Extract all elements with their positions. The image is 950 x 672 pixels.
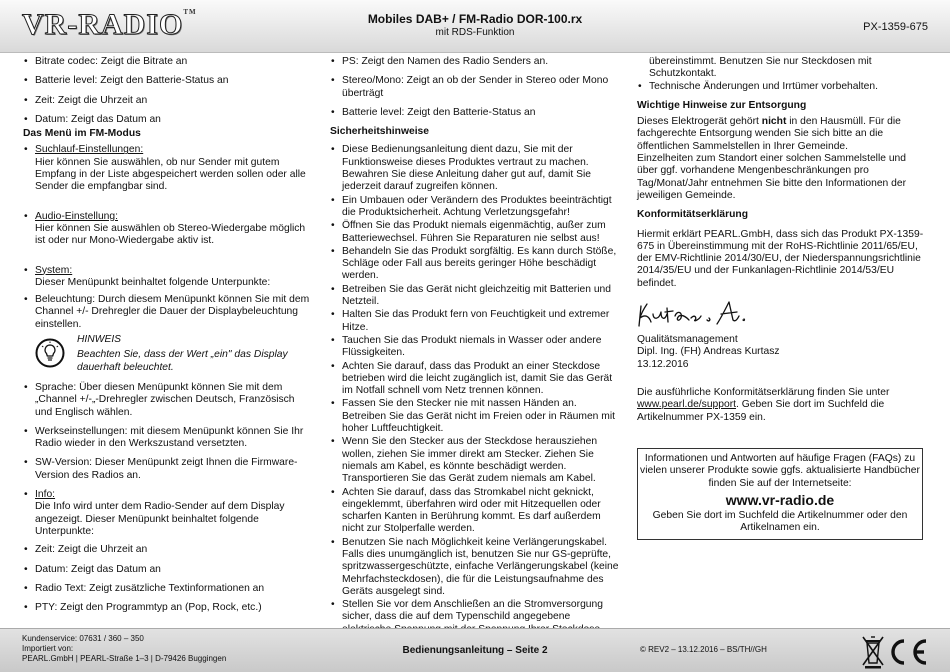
disposal-text-2: Einzelheiten zum Standort einer solchen Sammelstelle und über ggf. vorhandene Mengenbeschränkungen pro Tag/Monat/Jahr entnehmen Sie bitte den Informationen der jeweiligen Gemeinde. [637, 153, 907, 201]
list-item: • Öffnen Sie das Produkt niemals eigenmächtig, außer zum Batteriewechsel. Führen Sie Reparaturen nie selbst aus! [330, 220, 622, 245]
column-3 [637, 56, 929, 430]
list-item: • Fassen Sie den Stecker nie mit nassen Händen an. Betreiben Sie das Gerät nicht im Freien oder in Räumen mit hoher Luftfeuchtigkeit. [330, 398, 622, 435]
page-footer [0, 628, 950, 672]
list-item: • Ein Umbauen oder Verändern des Produktes beeinträchtigt die Produktsicherheit. Achtung Verletzungsgefahr! [330, 195, 622, 220]
customer-service: Kundenservice: 07631 / 360 – 350 [22, 634, 144, 643]
hint-box [35, 334, 313, 374]
audio-text: Hier können Sie auswählen ob Stereo-Wiedergabe möglich ist oder nur Mono-Wiedergabe aktiv ist. [35, 222, 306, 247]
list-item: • Technische Änderungen und Irrtümer vorbehalten. [637, 81, 929, 93]
continued-text: übereinstimmt. Benutzen Sie nur Steckdosen mit Schutzkontakt. [649, 56, 872, 80]
weee-bin-icon [863, 637, 883, 669]
hint-text: Beachten Sie, dass der Wert „ein" das Display dauerhaft beleuchtet. [77, 349, 288, 373]
importer-address: PEARL.GmbH | PEARL-Straße 1–3 | D-79426 Buggingen [22, 654, 227, 663]
list-item: • Tauchen Sie das Produkt niemals in Wasser oder andere Flüssigkeiten. [330, 335, 622, 360]
list-item: • Benutzen Sie nach Möglichkeit keine Verlängerungskabel. Falls dies unumgänglich ist, benutzen Sie nur GS-geprüfte, spritzwassergeschützte, einfache Verlängerungskabel (keine Mehrfachsteckdosen), die für die Leistungsaufnahme des Geräts ausgelegt sind. [330, 537, 622, 598]
column-1 [23, 56, 313, 621]
page-header [0, 0, 950, 53]
conformity-text: Hiermit erklärt PEARL.GmbH, dass sich das Produkt PX-1359-675 in Übereinstimmung mit der RoHS-Richtlinie 2011/65/EU, der EMV-Richtlinie 2014/30/EU, der Niederspannungsrichtlinie 2014/35/EU und der Funkanlagen-Richtlinie 2014/53/EU befindet. [637, 228, 924, 289]
document-title: Mobiles DAB+ / FM-Radio DOR-100.rx [367, 12, 583, 26]
lightbulb-icon [35, 338, 65, 368]
document-subtitle: mit RDS-Funktion [435, 27, 515, 38]
column-2 [330, 56, 622, 637]
section-audio [23, 211, 313, 248]
logo-text: VR-RADIO [22, 8, 184, 41]
conformity-heading: Konformitätserklärung [637, 209, 748, 221]
certification-marks [860, 633, 932, 669]
list-item: • Halten Sie das Produkt fern von Feuchtigkeit und extremer Hitze. [330, 309, 622, 334]
list-item: • Datum: Zeigt das Datum an [23, 564, 313, 576]
faq-text: Informationen und Antworten auf häufige Fragen (FAQs) zu vielen unserer Produkte sowie ggfs. aktualisierte Handbücher finden Sie auf der Internetseite: [640, 453, 920, 489]
list-item: • Radio Text: Zeigt zusätzliche Textinformationen an [23, 583, 313, 595]
full-post: . Geben Sie dort im Suchfeld die Artikelnummer PX-1359 ein. [637, 399, 885, 423]
list-item: • SW-Version: Dieser Menüpunkt zeigt Ihnen die Firmware-Version des Radios an. [23, 457, 313, 482]
fm-menu-heading: Das Menü im FM-Modus [23, 128, 141, 140]
display-info-list-2 [330, 56, 622, 119]
list-item: • Sprache: Über diesen Menüpunkt können Sie mit dem „Channel +/-„-Drehregler zwischen Deutsch, Französisch und Englisch wählen. [23, 382, 313, 419]
section-system [23, 265, 313, 290]
safety-heading: Sicherheitshinweise [330, 126, 430, 138]
page-label: Bedienungsanleitung – Seite 2 [402, 645, 548, 656]
display-info-list [23, 56, 313, 126]
system-sublist [23, 294, 313, 331]
ce-mark-icon [893, 641, 926, 663]
suchlauf-title: Suchlauf-Einstellungen: [35, 144, 144, 156]
product-code: PX-1359-675 [863, 21, 928, 33]
sign-role: Qualitätsmanagement [637, 334, 738, 346]
info-text: Die Info wird unter dem Radio-Sender auf dem Display angezeigt. Dieser Menüpunkt beinhaltet folgende Unterpunkte: [35, 501, 285, 537]
faq-box [637, 448, 923, 540]
disposal-text [637, 116, 929, 153]
faq-url[interactable]: www.vr-radio.de [725, 491, 835, 508]
list-item: • Werkseinstellungen: mit diesem Menüpunkt können Sie Ihr Radio wieder in den Werkszustand versetzten. [23, 426, 313, 451]
list-item: • PTY: Zeigt den Programmtyp an (Pop, Rock, etc.) [23, 602, 313, 614]
full-pre: Die ausführliche Konformitätserklärung finden Sie unter [637, 386, 890, 398]
faq-text-2: Geben Sie dort im Suchfeld die Artikelnummer oder den Artikelnamen ein. [652, 509, 908, 534]
list-item: • Achten Sie darauf, dass das Produkt an einer Steckdose betrieben wird die leicht zugänglich ist, damit Sie das Gerät im Notfall schnell vom Netz trennen können. [330, 361, 622, 398]
disposal-heading: Wichtige Hinweise zur Entsorgung [637, 99, 807, 111]
list-item: • Stellen Sie vor dem Anschließen an die Stromversorgung sicher, dass die auf dem Typenschild angegebene [330, 599, 622, 636]
list-item: • Beleuchtung: Durch diesem Menüpunkt können Sie mit dem Channel +/- Drehregler die Dauer der Displaybeleuchtung einstellen. [23, 294, 313, 331]
disposal-pre: Dieses Elektrogerät gehört [637, 116, 762, 128]
list-item: • Behandeln Sie das Produkt sorgfältig. Es kann durch Stöße, Schläge oder Fall aus bereits geringer Höhe beschädigt werden. [330, 246, 622, 283]
support-link[interactable]: www.pearl.de/support [637, 399, 737, 411]
list-item: • Wenn Sie den Stecker aus der Steckdose herausziehen wollen, ziehen Sie immer direkt am Stecker. Ziehen Sie niemals am Kabel, es könnte beschädigt werden. Transportieren Sie das Gerät zudem niemals am Kabel. [330, 436, 622, 485]
disposal-bold: nicht [761, 116, 787, 128]
info-list [23, 544, 313, 614]
suchlauf-text: Hier können Sie auswählen, ob nur Sender mit gutem Empfang in der Liste abgespeichert werden sollen oder alle Sender die empfangbar sind. [35, 156, 306, 193]
list-item: • Batterie level: Zeigt den Batterie-Status an [330, 107, 622, 119]
list-item: • Diese Bedienungsanleitung dient dazu, Sie mit der Funktionsweise dieses Produktes vertraut zu machen. Bewahren Sie diese Anleitung daher gut auf, damit Sie jederzeit darauf zugreifen können. [330, 144, 622, 193]
section-suchlauf [23, 144, 313, 193]
tech-list [637, 81, 929, 93]
signature [637, 296, 767, 330]
revision-info: © REV2 – 13.12.2016 – BS/TH//GH [640, 645, 767, 654]
list-item: • Betreiben Sie das Gerät nicht gleichzeitig mit Batterien und Netzteil. [330, 284, 622, 309]
list-item: • Bitrate codec: Zeigt die Bitrate an [23, 56, 313, 68]
list-item: • Batterie level: Zeigt den Batterie-Status an [23, 75, 313, 87]
full-conformity-text [637, 387, 929, 424]
section-info [23, 489, 313, 538]
safety-list [330, 144, 622, 636]
logo-tm: TM [183, 8, 197, 16]
system-list [23, 382, 313, 482]
list-item: • Zeit: Zeigt die Uhrzeit an [23, 95, 313, 107]
list-item: • Datum: Zeigt das Datum an [23, 114, 313, 126]
list-item: • Achten Sie darauf, dass das Stromkabel nicht geknickt, eingeklemmt, überfahren wird oder mit Hitzequellen oder scharfen Kanten in Berührung kommt. Es darf außerdem nicht zur Stolperfalle werden. [330, 487, 622, 536]
sign-date: 13.12.2016 [637, 358, 689, 370]
list-item: • Stereo/Mono: Zeigt an ob der Sender in Stereo oder Mono überträgt [330, 75, 622, 100]
disposal-post: in den Hausmüll. Für die fachgerechte Entsorgung wenden Sie sich bitte an die öffentlichen Sammelstellen in Ihrer Gemeinde. [637, 116, 901, 152]
hint-title: HINWEIS [77, 334, 122, 346]
list-item: • Zeit: Zeigt die Uhrzeit an [23, 544, 313, 556]
system-text: Dieser Menüpunkt beinhaltet folgende Unterpunkte: [35, 276, 271, 288]
importer-label: Importiert von: [22, 644, 74, 653]
audio-title: Audio-Einstellung: [35, 210, 118, 222]
sign-name: Dipl. Ing. (FH) Andreas Kurtasz [637, 346, 780, 358]
system-title: System: [35, 264, 73, 276]
info-title: Info: [35, 489, 56, 501]
list-item: • PS: Zeigt den Namen des Radio Senders an. [330, 56, 622, 68]
